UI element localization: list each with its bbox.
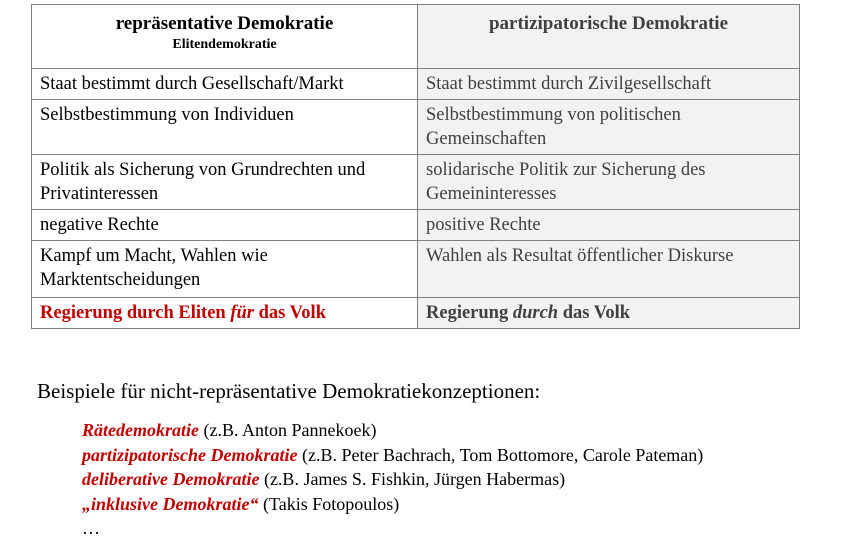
- table-cell-right: solidarische Politik zur Sicherung des Gemeininteresses: [418, 155, 800, 210]
- table-cell-left: Kampf um Macht, Wahlen wie Marktentscheidungen: [32, 241, 418, 298]
- final-cell-right: [418, 298, 800, 329]
- final-left-suffix: das Volk: [253, 303, 326, 323]
- examples-title: Beispiele für nicht-repräsentative Demokratiekonzeptionen:: [37, 379, 541, 403]
- list-item: [82, 418, 703, 443]
- final-cell-left: [32, 298, 418, 329]
- table-cell-left: Selbstbestimmung von Individuen: [32, 100, 418, 155]
- table-cell-right: Staat bestimmt durch Zivilgesellschaft: [418, 69, 800, 100]
- header-participatory: [418, 5, 800, 69]
- final-left-emph: für: [230, 303, 254, 323]
- table-cell-left: Staat bestimmt durch Gesellschaft/Markt: [32, 69, 418, 100]
- table-row: [32, 155, 800, 210]
- final-left-prefix: Regierung durch Eliten: [40, 303, 231, 323]
- example-detail: (z.B. Anton Pannekoek): [198, 420, 377, 440]
- list-item: [82, 467, 703, 492]
- example-name: Rätedemokratie: [82, 420, 199, 440]
- example-name: deliberative Demokratie: [82, 469, 260, 489]
- example-name: partizipatorische Demokratie: [82, 444, 298, 465]
- list-item: [82, 492, 703, 517]
- table-cell-left: negative Rechte: [32, 210, 418, 241]
- example-name: „inklusive Demokratie“: [82, 493, 259, 514]
- header-left-title: repräsentative Demokratie: [115, 13, 334, 34]
- table-cell-right: positive Rechte: [418, 210, 800, 241]
- list-item: [82, 443, 703, 468]
- table-row: [32, 100, 800, 155]
- header-right-title: partizipatorische Demokratie: [488, 13, 729, 34]
- table-final-row: [32, 298, 800, 329]
- header-representative: [32, 5, 418, 69]
- table-row: [32, 69, 800, 100]
- final-right-prefix: Regierung: [426, 303, 513, 323]
- table-cell-right: Selbstbestimmung von politischen Gemeinschaften: [418, 100, 800, 155]
- example-detail: (z.B. James S. Fishkin, Jürgen Habermas): [259, 469, 566, 489]
- list-ellipsis: …: [82, 518, 100, 538]
- final-right-suffix: das Volk: [558, 303, 631, 323]
- table-row: [32, 241, 800, 298]
- table-cell-left: Politik als Sicherung von Grundrechten und Privatinteressen: [32, 155, 418, 210]
- example-detail: (Takis Fotopoulos): [258, 493, 400, 514]
- examples-list: [82, 418, 703, 541]
- table-header-row: [32, 5, 800, 69]
- table-cell-right: Wahlen als Resultat öffentlicher Diskurse: [418, 241, 800, 298]
- example-detail: (z.B. Peter Bachrach, Tom Bottomore, Carole Pateman): [297, 444, 704, 465]
- final-right-emph: durch: [512, 303, 559, 323]
- table-row: [32, 210, 800, 241]
- header-left-subtitle: Elitendemokratie: [172, 37, 277, 52]
- comparison-table: [31, 4, 800, 329]
